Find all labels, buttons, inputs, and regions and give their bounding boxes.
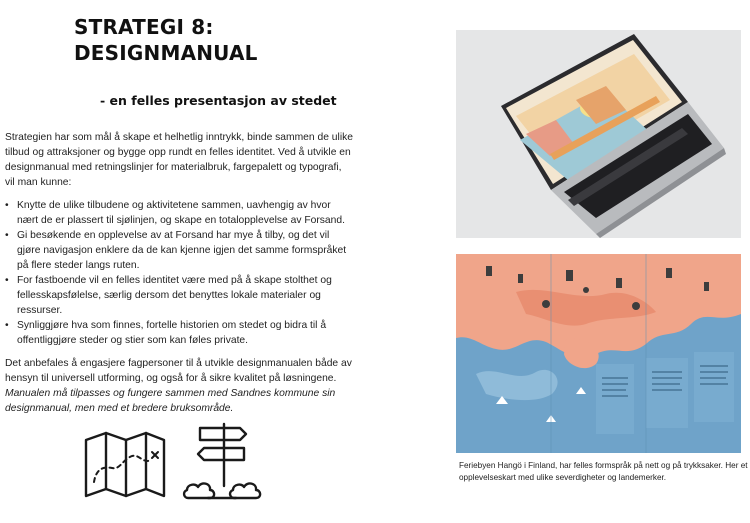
bullet-item: • Gi besøkende en opplevelse av at Forsand har mye å tilby, og det vil gjøre navigasjon enklere da de kan kjenne igjen det samme formspråket på flere steder langs ruten. xyxy=(5,228,353,273)
bullet-list xyxy=(5,198,353,348)
title-line-1: STRATEGI 8: xyxy=(74,15,214,39)
folded-map-icon xyxy=(82,430,168,500)
bullet-item: • For fastboende vil en felles identitet være med på å skape stolthet og fellesskapsfølelse, særlig dersom det benyttes lokale materialer og ressurser. xyxy=(5,273,353,318)
laptop-photo xyxy=(456,30,741,238)
bullet-item: • Synliggjøre hva som finnes, fortelle historien om stedet og bidra til å offentliggjøre steder og stier som kan føles private. xyxy=(5,318,353,348)
illustrated-map-photo xyxy=(456,254,741,453)
image-caption: Feriebyen Hangö i Finland, har felles formspråk på nett og på trykksaker. Her et opplevelseskart med ulike severdigheter og landemerker. xyxy=(459,461,748,482)
bullet-item: • Knytte de ulike tilbudene og aktivitetene sammen, uavhengig av hvor nært de er plassert til sjølinjen, og skape en totalopplevelse av Forsand. xyxy=(5,198,353,228)
subtitle: - en felles presentasjon av stedet xyxy=(100,93,337,108)
intro-paragraph: Strategien har som mål å skape et helhetlig inntrykk, binde sammen de ulike tilbud og attraksjoner og bygge opp rundt en felles identitet. Ved å utvikle en designmanual med retningslinjer for materialbruk, fargepalett og typografi, vil man kunne: xyxy=(5,132,353,188)
note-paragraph: Manualen må tilpasses og fungere sammen med Sandnes kommune sin designmanual, men med et bredere bruksområde. xyxy=(5,388,336,414)
recommendation-paragraph: Det anbefales å engasjere fagpersoner til å utvikle designmanualen både av hensyn til universell utforming, og også for å sikre kvalitet på løsningene. xyxy=(5,358,352,384)
title-line-2: DESIGNMANUAL xyxy=(74,41,258,65)
signpost-icon xyxy=(178,420,274,504)
body-text xyxy=(5,130,353,416)
page-title xyxy=(74,14,258,66)
